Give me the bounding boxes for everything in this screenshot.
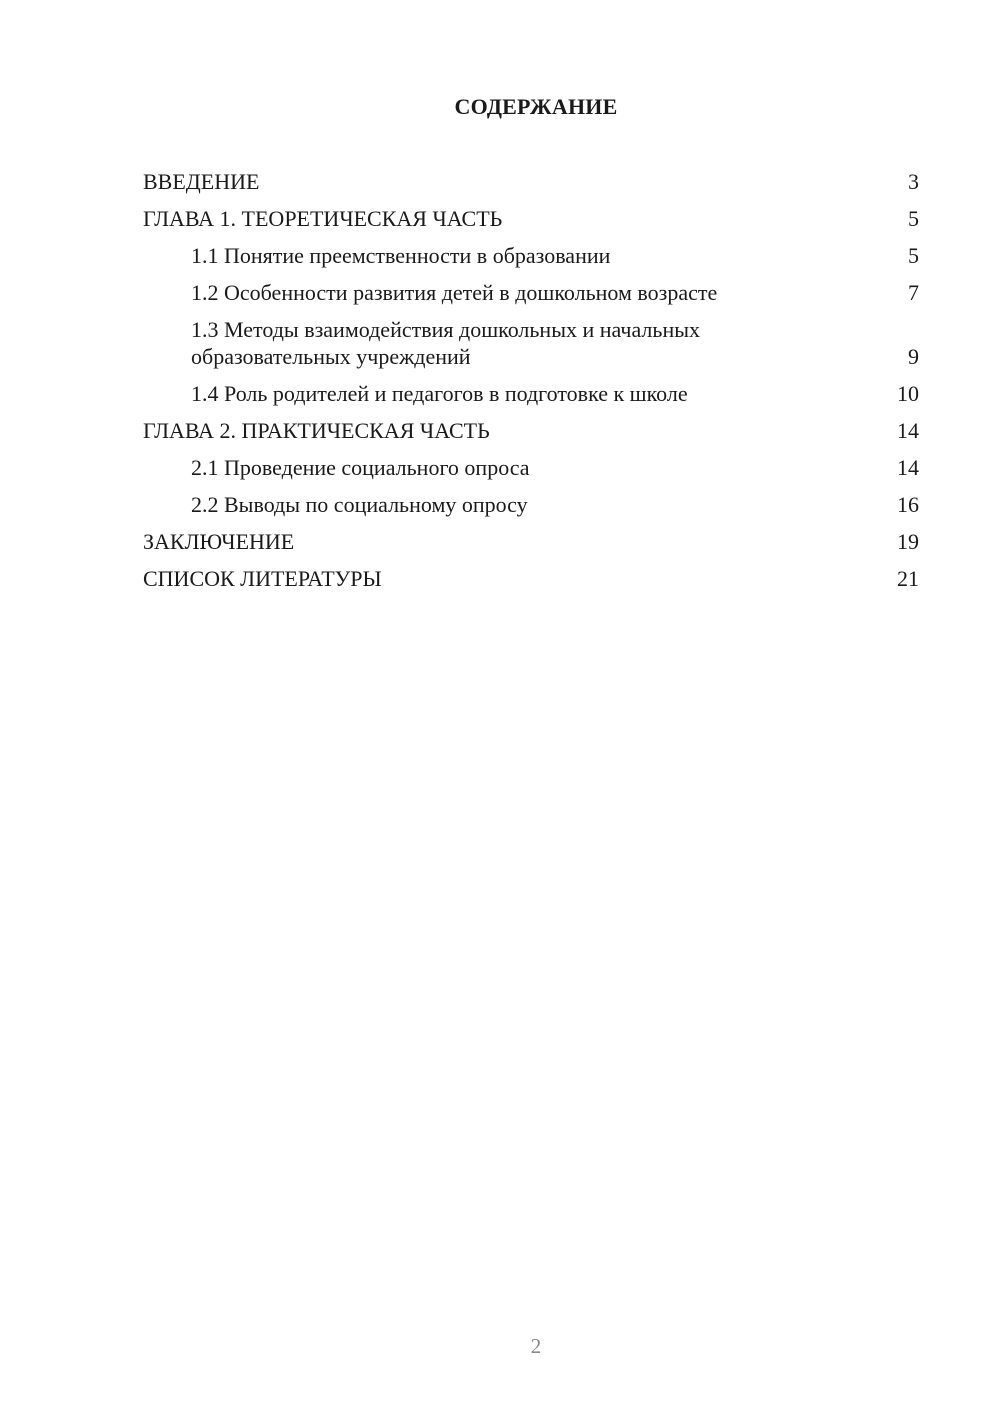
toc-entry-page: 9 xyxy=(908,344,919,369)
toc-entry-text: ГЛАВА 2. ПРАКТИЧЕСКАЯ ЧАСТЬ xyxy=(143,418,490,443)
toc-entry-text: СПИСОК ЛИТЕРАТУРЫ xyxy=(143,566,382,591)
toc-entry[interactable] xyxy=(143,454,919,481)
toc-entry[interactable] xyxy=(143,168,919,195)
table-of-contents xyxy=(143,168,919,602)
toc-entry-page: 19 xyxy=(897,529,919,554)
toc-entry[interactable] xyxy=(143,205,919,232)
toc-entry[interactable] xyxy=(143,279,919,306)
toc-entry-text: 1.3 Методы взаимодействия дошкольных и начальных образовательных учреждений xyxy=(191,317,700,369)
toc-entry[interactable] xyxy=(143,316,919,370)
toc-entry-text: 1.2 Особенности развития детей в дошкольном возрасте xyxy=(191,280,718,305)
toc-entry-page: 5 xyxy=(908,206,919,231)
toc-entry-page: 16 xyxy=(897,492,919,517)
toc-entry-page: 7 xyxy=(908,280,919,305)
toc-entry-page: 5 xyxy=(908,243,919,268)
toc-entry-page: 14 xyxy=(897,455,919,480)
toc-entry-text: 1.1 Понятие преемственности в образовании xyxy=(191,243,611,268)
toc-entry[interactable] xyxy=(143,528,919,555)
toc-entry[interactable] xyxy=(143,491,919,518)
toc-entry[interactable] xyxy=(143,417,919,444)
toc-entry-page: 10 xyxy=(897,381,919,406)
toc-entry-page: 14 xyxy=(897,418,919,443)
toc-entry-text: ВВЕДЕНИЕ xyxy=(143,169,260,194)
toc-entry-page: 3 xyxy=(908,169,919,194)
page-title: СОДЕРЖАНИЕ xyxy=(454,94,618,119)
toc-entry-text: 2.1 Проведение социального опроса xyxy=(191,455,530,480)
toc-entry[interactable] xyxy=(143,380,919,407)
toc-entry-text: 2.2 Выводы по социальному опросу xyxy=(191,492,528,517)
toc-entry-text: 1.4 Роль родителей и педагогов в подготовке к школе xyxy=(191,381,688,406)
toc-entry-text: ЗАКЛЮЧЕНИЕ xyxy=(143,529,295,554)
toc-entry-page: 21 xyxy=(897,566,919,591)
page-number: 2 xyxy=(530,1334,542,1358)
toc-entry[interactable] xyxy=(143,242,919,269)
toc-entry[interactable] xyxy=(143,565,919,592)
toc-entry-text: ГЛАВА 1. ТЕОРЕТИЧЕСКАЯ ЧАСТЬ xyxy=(143,206,503,231)
